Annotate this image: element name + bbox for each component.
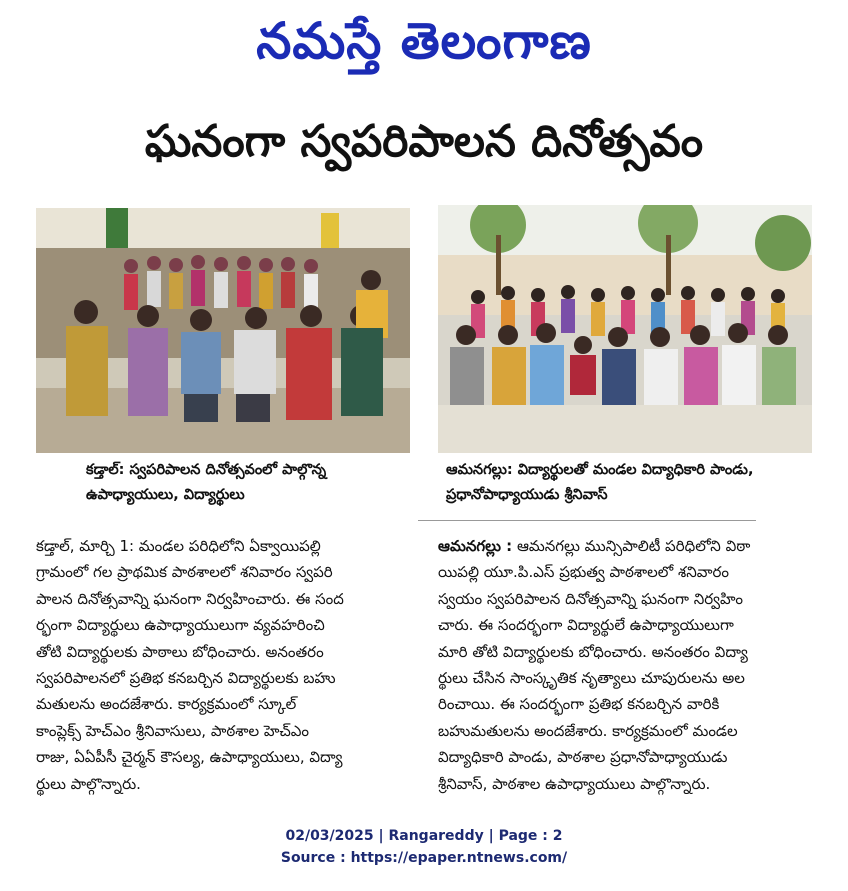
article-left-line: కాంప్లెక్స్ హెచ్‌ఎం శ్రీనివాసులు, పాఠశాల హెచ్‌ఎం xyxy=(36,721,310,740)
article-left-line: ర్భంగా విద్యార్థులు ఉపాధ్యాయులుగా వ్యవహరించి xyxy=(36,616,325,635)
dateline-place: ఆమనగల్లు : xyxy=(438,537,513,555)
article-right-first-line xyxy=(438,533,816,559)
footer-date-line: 02/03/2025 | Rangareddy | Page : 2 xyxy=(285,828,563,844)
article-right-line: శ్రీనివాస్, పాఠశాల ఉపాధ్యాయులు పాల్గొన్నారు. xyxy=(438,774,711,793)
article-left-line: తోటి విద్యార్థులకు పాఠాలు బోధించారు. అనంతరం xyxy=(36,642,324,661)
article-column-left xyxy=(36,533,412,797)
caption-left-line2: ఉపాధ్యాయులు, విద్యార్థులు xyxy=(86,487,245,503)
article-right-first-text: ఆమనగల్లు మున్సిపాలిటీ పరిధిలోని విఠా xyxy=(512,537,751,555)
article-right-line: మారి తోటి విద్యార్థులకు బోధించారు. అనంతరం విద్యా xyxy=(438,642,748,661)
caption-right-line2: ప్రధానోపాధ్యాయుడు శ్రీనివాస్ xyxy=(446,487,608,503)
article-right-line: స్వయం స్వపరిపాలన దినోత్సవాన్ని ఘనంగా నిర్వహిం xyxy=(438,589,743,608)
article-right-line: చారు. ఈ సందర్భంగా విద్యార్థులే ఉపాధ్యాయులుగా xyxy=(438,616,734,635)
article-left-line: ర్థులు పాల్గొన్నారు. xyxy=(36,774,141,793)
footer-source-line: Source : https://epaper.ntnews.com/ xyxy=(280,850,568,866)
photo-caption-right xyxy=(446,458,816,508)
article-divider xyxy=(418,520,756,521)
photo-caption-left xyxy=(86,458,416,508)
article-left-line: గ్రామంలో గల ప్రాథమిక పాఠశాలలో శనివారం స్వపరి xyxy=(36,563,333,582)
article-column-right xyxy=(438,533,816,797)
article-left-line: మతులను అందజేశారు. కార్యక్రమంలో స్కూల్ xyxy=(36,695,297,714)
article-right-line: ర్థులు చేసిన సాంస్కృతిక నృత్యాలు చూపురులను అల xyxy=(438,669,745,688)
caption-left-line1: కడ్తాల్: స్వపరిపాలన దినోత్సవంలో పాల్గొన్న xyxy=(86,462,327,478)
article-left-line: స్వపరిపాలనలో ప్రతిభ కనబర్చిన విద్యార్థులకు బహు xyxy=(36,669,336,688)
newspaper-masthead: నమస్తే తెలంగాణ xyxy=(256,12,592,70)
article-right-line: యిపల్లి యూ.పి.ఎస్ ప్రభుత్వ పాఠశాలలో శనివారం xyxy=(438,563,729,582)
article-right-line: రించాయి. ఈ సందర్భంగా ప్రతిభ కనబర్చిన వారికి xyxy=(438,695,720,714)
article-right-line: విద్యాధికారి పాండు, పాఠశాల ప్రధానోపాధ్యాయుడు xyxy=(438,748,728,767)
photo-kadthal-group xyxy=(36,208,410,453)
caption-right-line1: ఆమనగల్లు: విద్యార్థులతో మండల విద్యాధికారి పాండు, xyxy=(446,462,754,478)
photo-amangal-group xyxy=(438,205,812,453)
article-left-line: పాలన దినోత్సవాన్ని ఘనంగా నిర్వహించారు. ఈ సంద xyxy=(36,589,344,608)
article-left-line: రాజు, ఏఏపీసీ చైర్మన్ కౌసల్య, ఉపాధ్యాయులు, విద్యా xyxy=(36,748,343,767)
article-headline: ఘనంగా స్వపరిపాలన దినోత్సవం xyxy=(144,116,704,167)
article-left-line: కడ్తాల్, మార్చి 1: మండల పరిధిలోని ఏక్వాయిపల్లి xyxy=(36,537,321,555)
article-right-line: బహుమతులను అందజేశారు. కార్యక్రమంలో మండల xyxy=(438,721,738,740)
